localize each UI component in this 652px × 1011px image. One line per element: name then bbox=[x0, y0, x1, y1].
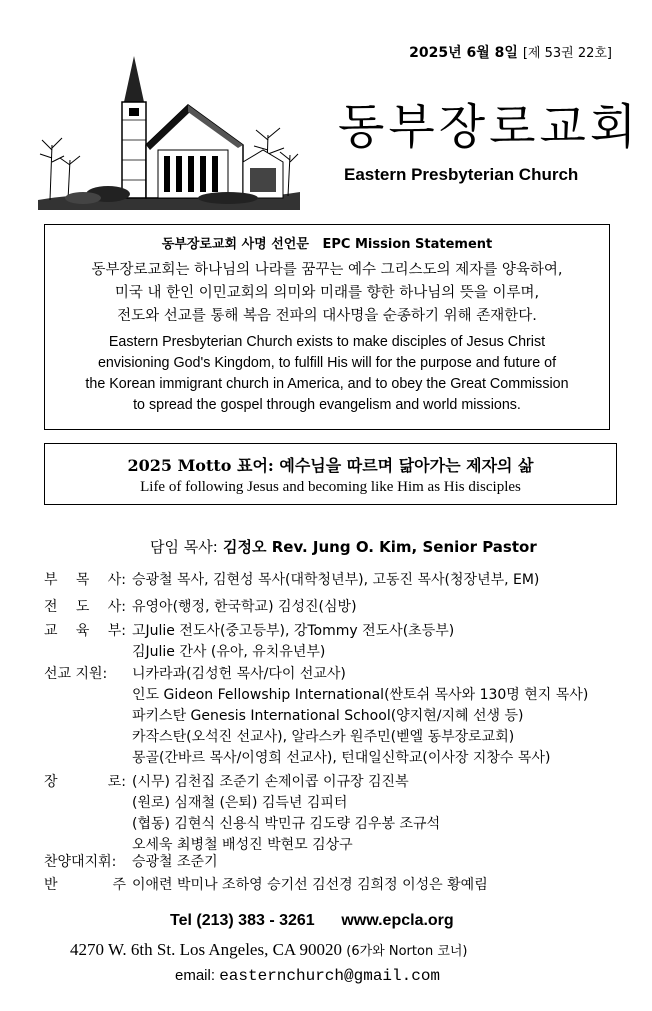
mission-statement-box bbox=[44, 224, 610, 430]
staff-member-line: (시무) 김천집 조준기 손제이콥 이규장 김진복 bbox=[132, 774, 409, 790]
mission-korean-text bbox=[45, 259, 609, 328]
email-address[interactable]: easternchurch@gmail.com bbox=[219, 967, 441, 985]
staff-role-label-part: 도 bbox=[75, 599, 90, 615]
staff-role-label bbox=[44, 621, 126, 642]
senior-pastor-label: 담임 목사: bbox=[150, 538, 218, 556]
staff-role-label-part: 반 bbox=[44, 877, 58, 893]
contact-address bbox=[70, 940, 468, 960]
mission-heading bbox=[45, 233, 609, 252]
staff-member-line: 인도 Gideon Fellowship International(싼토쉬 목사와 130명 현지 목사) bbox=[132, 687, 589, 703]
church-name-korean: 동부장로교회 bbox=[338, 99, 641, 155]
staff-role-label-part: 사: bbox=[107, 572, 126, 588]
staff-member-line: 유영아(행정, 한국학교) 김성진(심방) bbox=[132, 599, 357, 615]
staff-role-members bbox=[132, 664, 588, 769]
mission-heading-korean: 동부장로교회 사명 선언문 bbox=[161, 237, 309, 252]
staff-role-label-part: 장 bbox=[44, 774, 58, 790]
staff-role-label-part: 사: bbox=[107, 599, 126, 615]
staff-member-line: 승광철 목사, 김현성 목사(대학청년부), 고동진 목사(청장년부, EM) bbox=[132, 572, 540, 588]
staff-member-line: 고Julie 전도사(중고등부), 강Tommy 전도사(초등부) bbox=[132, 623, 455, 639]
staff-role-label bbox=[44, 772, 126, 793]
staff-role-label-part: 선교 지원: bbox=[44, 666, 108, 682]
staff-role-label-part: 로: bbox=[107, 774, 126, 790]
staff-member-line: (협동) 김현식 신용식 박민규 김도량 김우봉 조규석 bbox=[132, 816, 441, 832]
staff-role-label-part: 찬양대지휘: bbox=[44, 854, 117, 870]
mission-en-line: envisioning God's Kingdom, to fulfill His will for the purpose and future of bbox=[97, 355, 557, 371]
mission-heading-english: EPC Mission Statement bbox=[322, 237, 493, 252]
mission-en-line: to spread the gospel through evangelism and world missions. bbox=[133, 397, 521, 413]
website-link[interactable]: www.epcla.org bbox=[341, 912, 454, 929]
date-text: 2025년 6월 8일 bbox=[409, 45, 518, 61]
motto-box bbox=[44, 443, 617, 505]
staff-role-members bbox=[132, 772, 440, 856]
mission-en-line: the Korean immigrant church in America, and to obey the Great Commission bbox=[85, 376, 569, 392]
church-name-english: Eastern Presbyterian Church bbox=[344, 165, 579, 184]
mission-english-text bbox=[45, 332, 609, 416]
staff-member-line: 파키스탄 Genesis International School(양지현/지혜 선생 등) bbox=[132, 708, 524, 724]
staff-member-line: 승광철 조준기 bbox=[132, 854, 218, 870]
senior-pastor bbox=[150, 536, 537, 557]
issue-number: [제 53권 22호] bbox=[522, 46, 612, 61]
staff-role-label-part: 교 bbox=[44, 623, 58, 639]
staff-role-label bbox=[44, 570, 126, 591]
staff-role-label bbox=[44, 664, 126, 685]
contact-email bbox=[175, 967, 440, 985]
address-note: (6가와 Norton 코너) bbox=[346, 944, 468, 959]
staff-member-line: (원로) 심재철 (은퇴) 김득년 김피터 bbox=[132, 795, 348, 811]
mission-ko-line: 미국 내 한인 이민교회의 의미와 미래를 향한 하나님의 뜻을 이루며, bbox=[114, 285, 540, 301]
staff-member-line: 몽골(간바르 목사/이영희 선교사), 턴대일신학교(이사장 지창수 목사) bbox=[132, 750, 551, 766]
staff-role-label-part: 부: bbox=[107, 623, 126, 639]
staff-role-members bbox=[132, 597, 357, 618]
staff-role-members bbox=[132, 875, 488, 896]
motto-korean: 2025 Motto 표어: 예수님을 따르며 닮아가는 제자의 삶 bbox=[127, 456, 534, 475]
staff-role-label bbox=[44, 597, 126, 618]
email-label: email: bbox=[175, 967, 216, 984]
motto-english: Life of following Jesus and becoming like Him as His disciples bbox=[140, 479, 521, 495]
street-address: 4270 W. 6th St. Los Angeles, CA 90020 bbox=[70, 940, 343, 959]
contact-phone-web bbox=[170, 912, 454, 930]
staff-member-line: 이애련 박미나 조하영 승기선 김선경 김희정 이성은 황예림 bbox=[132, 877, 488, 893]
staff-role-label-part: 주 bbox=[112, 877, 126, 893]
staff-member-line: 니카라과(김성헌 목사/다이 선교사) bbox=[132, 666, 346, 682]
staff-role-members bbox=[132, 570, 539, 591]
staff-member-line: 카작스탄(오석진 선교사), 알라스카 원주민(벧엘 동부장로교회) bbox=[132, 729, 515, 745]
staff-role-label bbox=[44, 875, 126, 896]
mission-en-line: Eastern Presbyterian Church exists to make disciples of Jesus Christ bbox=[108, 334, 546, 350]
staff-role-label-part: 육 bbox=[75, 623, 90, 639]
staff-member-line: 오세욱 최병철 배성진 박현모 김상구 bbox=[132, 837, 353, 853]
mission-ko-line: 동부장로교회는 하나님의 나라를 꿈꾸는 예수 그리스도의 제자를 양육하여, bbox=[91, 262, 563, 278]
church-building-illustration bbox=[38, 50, 300, 210]
staff-role-label-part: 목 bbox=[75, 572, 90, 588]
staff-role-label-part: 전 bbox=[44, 599, 58, 615]
staff-role-label-part: 부 bbox=[44, 572, 58, 588]
phone-number: Tel (213) 383 - 3261 bbox=[170, 912, 315, 929]
mission-ko-line: 전도와 선교를 통해 복음 전파의 대사명을 순종하기 위해 존재한다. bbox=[117, 308, 537, 324]
staff-member-line: 김Julie 간사 (유아, 유치유년부) bbox=[132, 644, 326, 660]
bulletin-date bbox=[409, 42, 612, 62]
staff-role-members bbox=[132, 852, 218, 873]
senior-pastor-name: 김정오 Rev. Jung O. Kim, Senior Pastor bbox=[223, 538, 537, 556]
staff-role-label bbox=[44, 852, 126, 873]
staff-role-members bbox=[132, 621, 454, 663]
